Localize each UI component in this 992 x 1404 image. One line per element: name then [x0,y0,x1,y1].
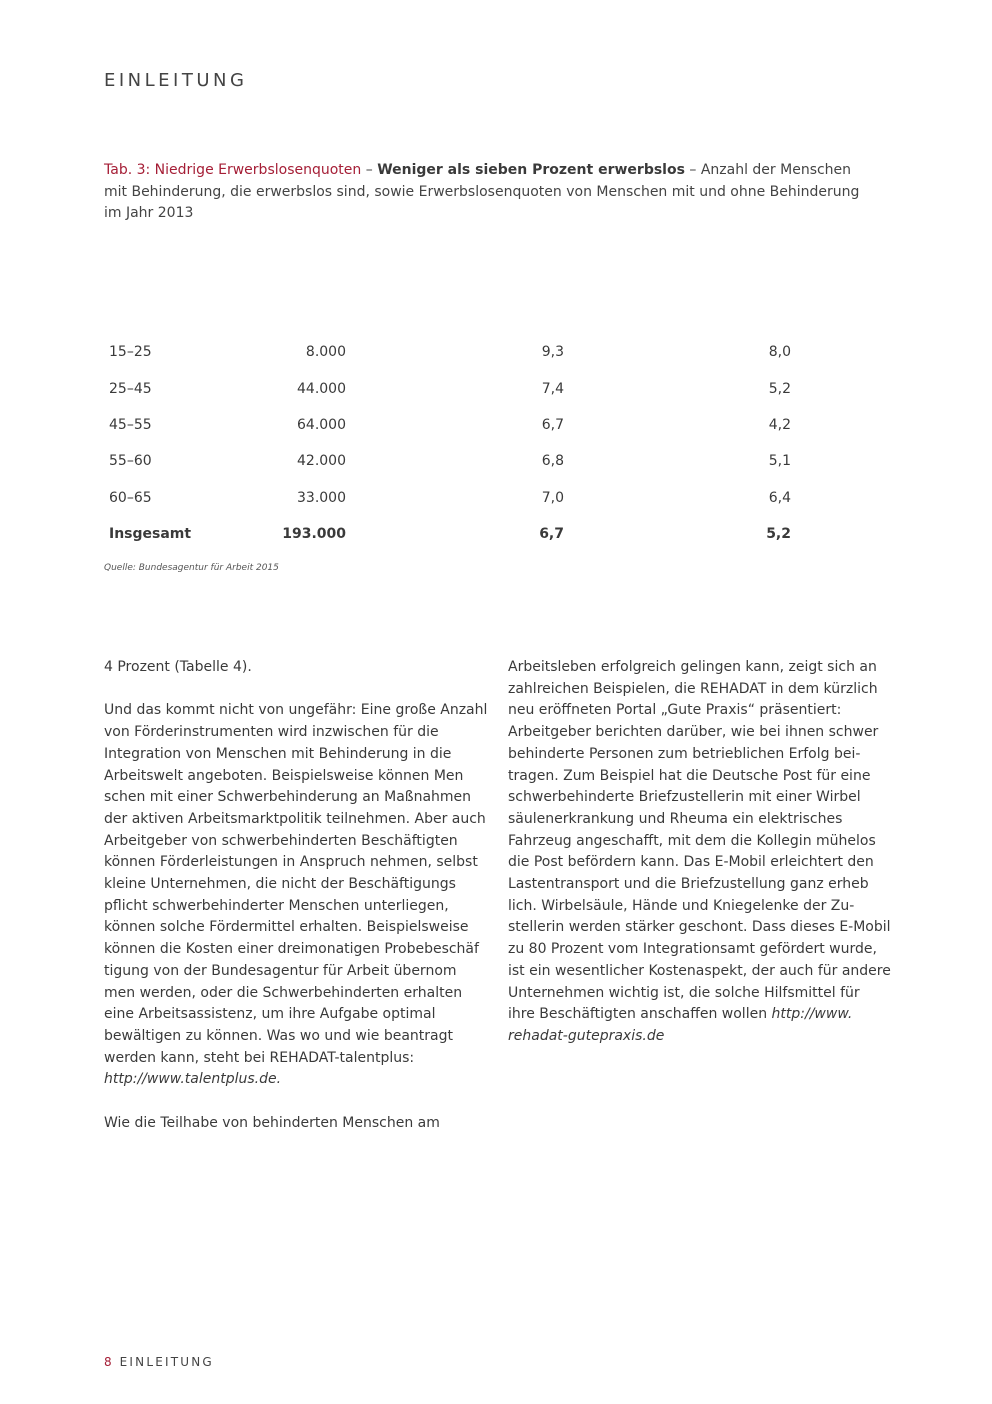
text-line: die Post befördern kann. Das E-Mobil erleichtert den [508,854,874,871]
text-line: schen mit einer Schwerbehinderung an Maßnahmen [104,789,472,806]
text-line: Unternehmen wichtig ist, die solche Hilfsmittel für [508,984,860,1001]
section-title: EINLEITUNG [104,70,248,91]
text-line: tragen. Zum Beispiel hat die Deutsche Post für eine [508,767,871,784]
text-line: Arbeitgeber berichten darüber, wie bei ihnen schwer [508,724,879,741]
table-cell: 4,2 [768,416,791,433]
text-line: ist ein wesentlicher Kostenaspekt, der auch für andere [508,962,891,979]
table-cell: 6,7 [539,526,564,543]
table-cell: 15–25 [109,344,152,361]
text-line: Und das kommt nicht von ungefähr: Eine große Anzahl [104,702,488,719]
table-cell: 64.000 [297,416,346,433]
text-line: behinderte Personen zum betrieblichen Erfolg bei- [508,745,861,762]
text-line: können solche Fördermittel erhalten. Beispielsweise [104,919,469,936]
text-line: bewältigen zu können. Was wo und wie beantragt [104,1027,453,1044]
rehadat-link[interactable]: rehadat-gutepraxis.de [508,1027,665,1044]
text-line: 4 Prozent (Tabelle 4). [104,659,252,675]
text-line: Arbeitswelt angeboten. Beispielsweise können Men [104,767,464,784]
text-line: können Förderleistungen in Anspruch nehmen, selbst [104,854,478,871]
table-cell: 55–60 [109,453,152,470]
text-line: säulenerkrankung und Rheuma ein elektrisches [508,810,843,827]
table-cell: 60–65 [109,489,152,506]
caption-bold: Weniger als sieben Prozent erwerbslos [377,162,685,178]
body-column-right [508,657,891,1048]
text-line: men werden, oder die Schwerbehinderten erhalten [104,984,463,1001]
table-cell: 5,1 [768,453,791,470]
table-row [104,407,791,443]
table-cell: 7,0 [541,489,564,506]
table-row [104,370,791,406]
table-cell: 8.000 [305,344,346,361]
caption-dash: – [684,162,701,178]
table-cell: 193.000 [282,526,346,543]
rehadat-link[interactable]: http://www. [771,1006,853,1023]
paragraph [104,1113,484,1135]
text-fragment: ihre Beschäftigten anschaffen wollen [508,1006,772,1023]
table-cell: 25–45 [109,380,152,397]
text-line: pflicht schwerbehinderter Menschen unterliegen, [104,897,449,914]
page-number: 8 [104,1355,112,1369]
text-line: können die Kosten einer dreimonatigen Probebeschäf [104,941,479,958]
text-line: eine Arbeitsassistenz, um ihre Aufgabe optimal [104,1006,436,1023]
table-cell: Insgesamt [109,526,192,543]
text-line: neu eröffneten Portal „Gute Praxis“ präsentiert: [508,702,842,719]
text-line: Fahrzeug angeschafft, mit dem die Kollegin mühelos [508,832,876,849]
text-line: zu 80 Prozent vom Integrationsamt gefördert wurde, [508,941,877,958]
text-line: Arbeitgeber von schwerbehinderten Beschäftigten [104,832,458,849]
table-cell: 9,3 [541,344,564,361]
caption-text: Anzahl der Menschen mit Behinderung, die erwerbslos sind, sowie Erwerbslosenquoten von Menschen mit und ohne Behinderung im Jahr 2013 [104,162,860,221]
text-line: kleine Unternehmen, die nicht der Beschäftigungs [104,876,456,893]
page-footer [104,1355,214,1369]
text-line: der aktiven Arbeitsmarktpolitik teilnehmen. Aber auch [104,810,486,827]
table-cell: 5,2 [768,380,791,397]
text-line: von Förderinstrumenten wird inzwischen für die [104,724,439,741]
table-source: Quelle: Bundesagentur für Arbeit 2015 [104,563,279,573]
data-table [104,334,791,552]
table-total-row [104,516,791,552]
text-line: Integration von Menschen mit Behinderung in die [104,745,452,762]
paragraph [508,657,891,1048]
paragraph [104,700,488,1091]
table-row [104,334,791,370]
text-line [508,1026,888,1048]
table-caption [104,160,864,225]
text-line: schwerbehinderte Briefzustellerin mit einer Wirbel [508,789,861,806]
table-cell: 42.000 [297,453,346,470]
text-line [104,1069,484,1091]
table-row [104,443,791,479]
footer-section: EINLEITUNG [119,1355,214,1369]
table-cell: 44.000 [297,380,346,397]
text-line [508,1004,888,1026]
text-line: werden kann, steht bei REHADAT-talentplus: [104,1049,415,1066]
caption-lead: Tab. 3: Niedrige Erwerbslosenquoten [104,162,362,178]
table-cell: 7,4 [541,380,564,397]
table-cell: 45–55 [109,416,152,433]
text-line: Wie die Teilhabe von behinderten Menschen am [104,1114,440,1131]
table-cell: 6,8 [541,453,564,470]
text-line: Lastentransport und die Briefzustellung ganz erheb [508,876,869,893]
table-cell: 8,0 [768,344,791,361]
table-row [104,480,791,516]
table-cell: 33.000 [297,489,346,506]
text-line: tigung von der Bundesagentur für Arbeit übernom [104,962,457,979]
paragraph [104,657,484,679]
table-cell: 6,4 [768,489,791,506]
table-cell: 5,2 [766,526,791,543]
table-cell: 6,7 [541,416,564,433]
text-line: stellerin werden stärker geschont. Dass dieses E-Mobil [508,919,891,936]
text-line: lich. Wirbelsäule, Hände und Kniegelenke der Zu- [508,897,855,914]
caption-dash: – [361,162,378,178]
body-column-left [104,657,488,1134]
text-line: Arbeitsleben erfolgreich gelingen kann, zeigt sich an [508,659,877,675]
text-line: zahlreichen Beispielen, die REHADAT in dem kürzlich [508,680,878,697]
talentplus-link[interactable]: http://www.talentplus.de. [104,1071,282,1088]
